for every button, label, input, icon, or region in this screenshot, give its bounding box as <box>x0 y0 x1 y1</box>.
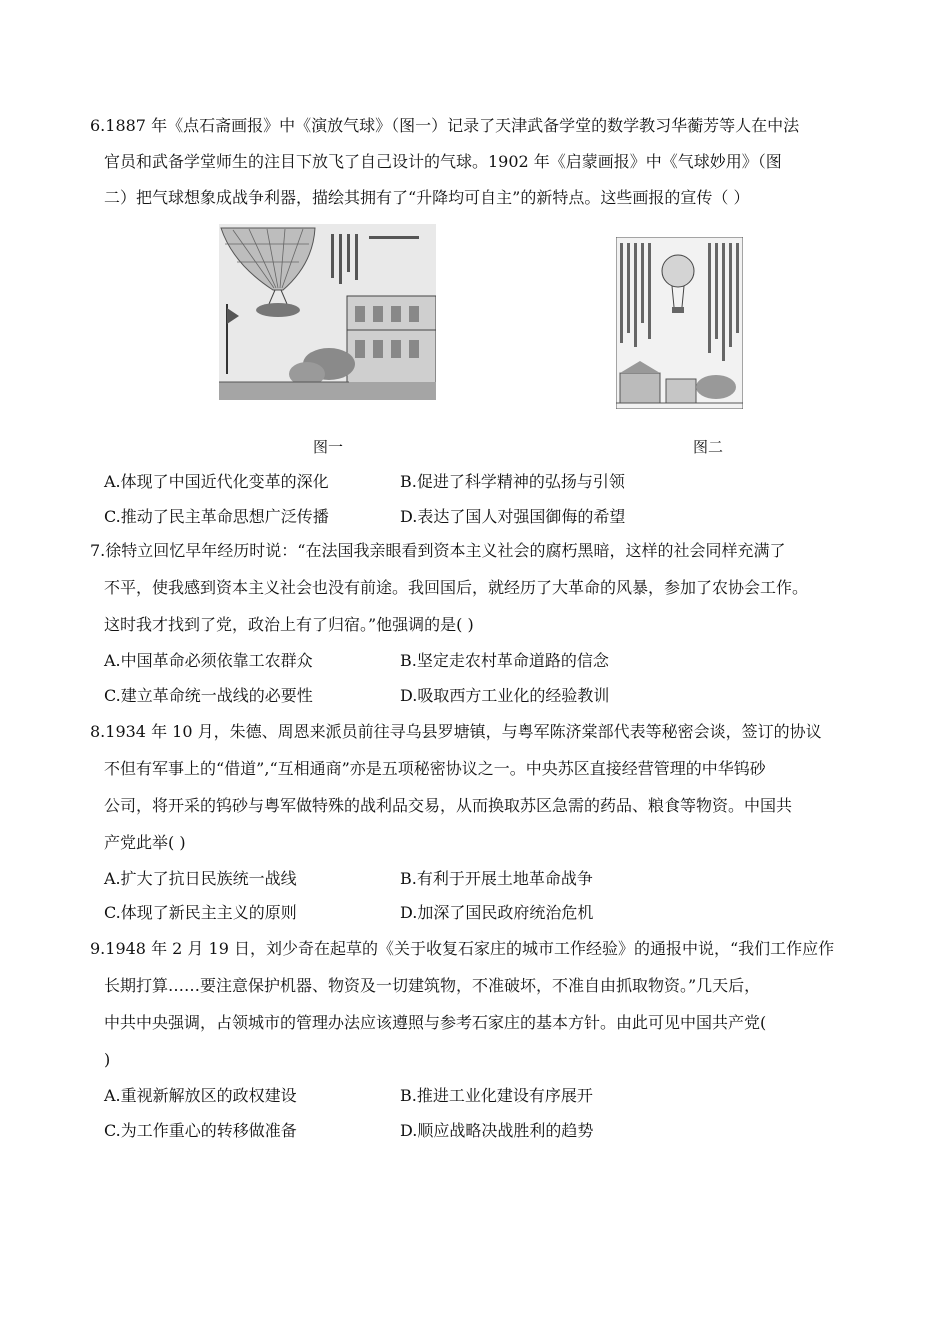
question-8-line-3: 公司，将开采的钨砂与粤军做特殊的战利品交易，从而换取苏区急需的药品、粮食等物资。中国共 <box>104 796 793 815</box>
question-9-option-b[interactable]: B.推进工业化建设有序展开 <box>400 1086 593 1105</box>
question-7-line-3: 这时我才找到了党，政治上有了归宿。”他强调的是( ) <box>104 615 474 634</box>
question-7-line-1: 7.徐特立回忆早年经历时说：“在法国我亲眼看到资本主义社会的腐朽黑暗，这样的社会同样充满了 <box>90 541 786 560</box>
question-8-option-c[interactable]: C.体现了新民主主义的原则 <box>104 903 297 922</box>
question-9-line-2: 长期打算……要注意保护机器、物资及一切建筑物，不准破坏，不准自由抓取物资。”几天后， <box>104 976 761 995</box>
question-8-line-4: 产党此举( ) <box>104 833 186 852</box>
question-6-line-3: 二）把气球想象成战争利器，描绘其拥有了“升降均可自主”的新特点。这些画报的宣传（ ） <box>104 188 750 207</box>
question-7-option-b[interactable]: B.坚定走农村革命道路的信念 <box>400 651 609 670</box>
question-8-option-b[interactable]: B.有利于开展土地革命战争 <box>400 869 593 888</box>
question-8-option-d[interactable]: D.加深了国民政府统治危机 <box>400 903 594 922</box>
question-7-option-a[interactable]: A.中国革命必须依靠工农群众 <box>104 651 313 670</box>
question-6-line-1: 6.1887 年《点石斋画报》中《演放气球》（图一）记录了天津武备学堂的数学教习华蘅芳等人在中法 <box>90 116 800 135</box>
figure-1-balloon-etching <box>219 224 436 400</box>
question-9-option-c[interactable]: C.为工作重心的转移做准备 <box>104 1121 297 1140</box>
question-7-option-c[interactable]: C.建立革命统一战线的必要性 <box>104 686 313 705</box>
question-6-line-2: 官员和武备学堂师生的注目下放飞了自己设计的气球。1902 年《启蒙画报》中《气球妙用》（图 <box>104 152 782 171</box>
question-7-option-d[interactable]: D.吸取西方工业化的经验教训 <box>400 686 610 705</box>
question-6-option-b[interactable]: B.促进了科学精神的弘扬与引领 <box>400 472 625 491</box>
question-8-line-2: 不但有军事上的“借道”,“互相通商”亦是五项秘密协议之一。中央苏区直接经营管理的中华钨砂 <box>104 759 766 778</box>
figure-1-caption: 图一 <box>313 438 344 456</box>
question-8-option-a[interactable]: A.扩大了抗日民族统一战线 <box>104 869 297 888</box>
question-6-option-a[interactable]: A.体现了中国近代化变革的深化 <box>104 472 329 491</box>
question-6-option-c[interactable]: C.推动了民主革命思想广泛传播 <box>104 507 329 526</box>
question-9-line-4: ) <box>104 1050 111 1069</box>
question-9-line-3: 中共中央强调，占领城市的管理办法应该遵照与参考石家庄的基本方针。由此可见中国共产党( <box>104 1013 767 1032</box>
figure-2-balloon-print <box>616 237 743 409</box>
question-9-option-d[interactable]: D.顺应战略决战胜利的趋势 <box>400 1121 594 1140</box>
question-6-option-d[interactable]: D.表达了国人对强国御侮的希望 <box>400 507 626 526</box>
question-9-line-1: 9.1948 年 2 月 19 日，刘少奇在起草的《关于收复石家庄的城市工作经验》的通报中说，“我们工作应作 <box>90 939 835 958</box>
figure-2-caption: 图二 <box>693 438 724 456</box>
question-7-line-2: 不平，使我感到资本主义社会也没有前途。我回国后，就经历了大革命的风暴，参加了农协会工作。 <box>104 578 809 597</box>
question-8-line-1: 8.1934 年 10 月，朱德、周恩来派员前往寻乌县罗塘镇，与粤军陈济棠部代表等秘密会谈，签订的协议 <box>90 722 822 741</box>
question-9-option-a[interactable]: A.重视新解放区的政权建设 <box>104 1086 297 1105</box>
